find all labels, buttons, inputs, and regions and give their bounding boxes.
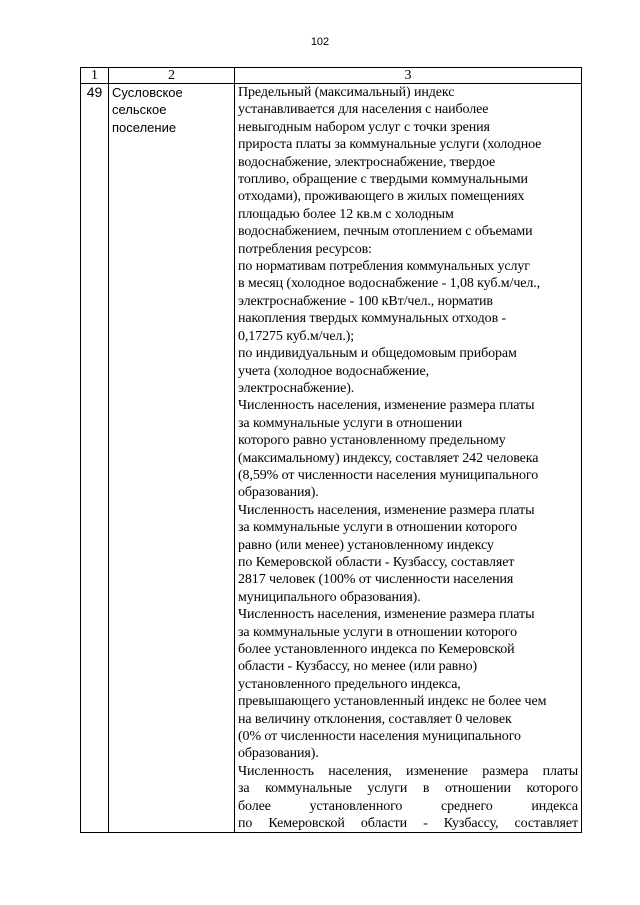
description-cell — [235, 84, 582, 833]
header-col-3: 3 — [235, 68, 582, 84]
description-line: по Кемеровской области - Кузбассу, составляет — [238, 554, 515, 570]
description-line: за коммунальные услуги в отношении которого — [238, 520, 517, 536]
description-line: образования). — [238, 746, 319, 762]
description-line: в месяц (холодное водоснабжение - 1,08 куб.м/чел., — [238, 276, 541, 292]
description-line: водоснабжением, печным отоплением с объемами — [238, 224, 533, 240]
row-number: 49 — [81, 84, 109, 833]
data-table — [80, 67, 582, 833]
description-line: 0,17275 куб.м/чел.); — [238, 328, 355, 344]
municipality-name: Сусловское сельское поселение — [109, 84, 235, 833]
description-line: установленного предельного индекса, — [238, 676, 461, 692]
description-line: потребления ресурсов: — [238, 241, 372, 257]
description-line: устанавливается для населения с наиболее — [238, 102, 489, 118]
description-line: учета (холодное водоснабжение, — [238, 363, 429, 379]
description-line: электроснабжение). — [238, 380, 355, 396]
table-row — [81, 84, 582, 833]
description-line: Предельный (максимальный) индекс — [238, 85, 455, 100]
description-line: за коммунальные услуги в отношении которого — [238, 781, 578, 797]
description-line: отходами), проживающего в жилых помещениях — [238, 189, 525, 205]
page-number: 102 — [310, 36, 330, 48]
description-line: за коммунальные услуги в отношении — [238, 415, 463, 431]
description-line: за коммунальные услуги в отношении которого — [238, 624, 517, 640]
description-line: прироста платы за коммунальные услуги (холодное — [238, 137, 542, 153]
description-line: электроснабжение - 100 кВт/чел., норматив — [238, 293, 493, 309]
description-line: невыгодным набором услуг с точки зрения — [238, 119, 490, 135]
description-line: по Кемеровской области - Кузбассу, составляет — [238, 816, 578, 832]
description-line: 2817 человек (100% от численности населения — [238, 572, 514, 588]
description-line: (0% от численности населения муниципального — [238, 729, 521, 745]
description-line: более установленного индекса по Кемеровской — [238, 642, 515, 657]
description-line: Численность населения, изменение размера платы — [238, 763, 578, 779]
description-line: муниципального образования). — [238, 589, 421, 605]
description-line: на величину отклонения, составляет 0 человек — [238, 711, 512, 727]
description-line: (8,59% от численности населения муниципального — [238, 467, 539, 483]
description-line: более установленного среднего индекса — [238, 798, 578, 814]
description-line: превышающего установленный индекс не более чем — [238, 694, 547, 710]
table-header-row — [81, 68, 582, 84]
description-line: (максимальному) индексу, составляет 242 человека — [238, 450, 539, 466]
description-line: по индивидуальным и общедомовым приборам — [238, 346, 517, 362]
description-line: топливо, обращение с твердыми коммунальными — [238, 172, 528, 188]
description-line: накопления твердых коммунальных отходов - — [238, 311, 507, 327]
description-line: водоснабжение, электроснабжение, твердое — [238, 154, 496, 170]
description-line: Численность населения, изменение размера платы — [238, 502, 535, 518]
description-line: по нормативам потребления коммунальных услуг — [238, 259, 530, 275]
description-line: которого равно установленному предельному — [238, 433, 506, 449]
description-line: равно (или менее) установленному индексу — [238, 537, 494, 553]
header-col-1: 1 — [81, 68, 109, 84]
description-line: площадью более 12 кв.м с холодным — [238, 206, 454, 222]
description-line: образования). — [238, 485, 319, 501]
description-line: области - Кузбассу, но менее (или равно) — [238, 659, 478, 675]
header-col-2: 2 — [109, 68, 235, 84]
description-line: Численность населения, изменение размера платы — [238, 398, 535, 414]
description-line: Численность населения, изменение размера платы — [238, 607, 535, 623]
